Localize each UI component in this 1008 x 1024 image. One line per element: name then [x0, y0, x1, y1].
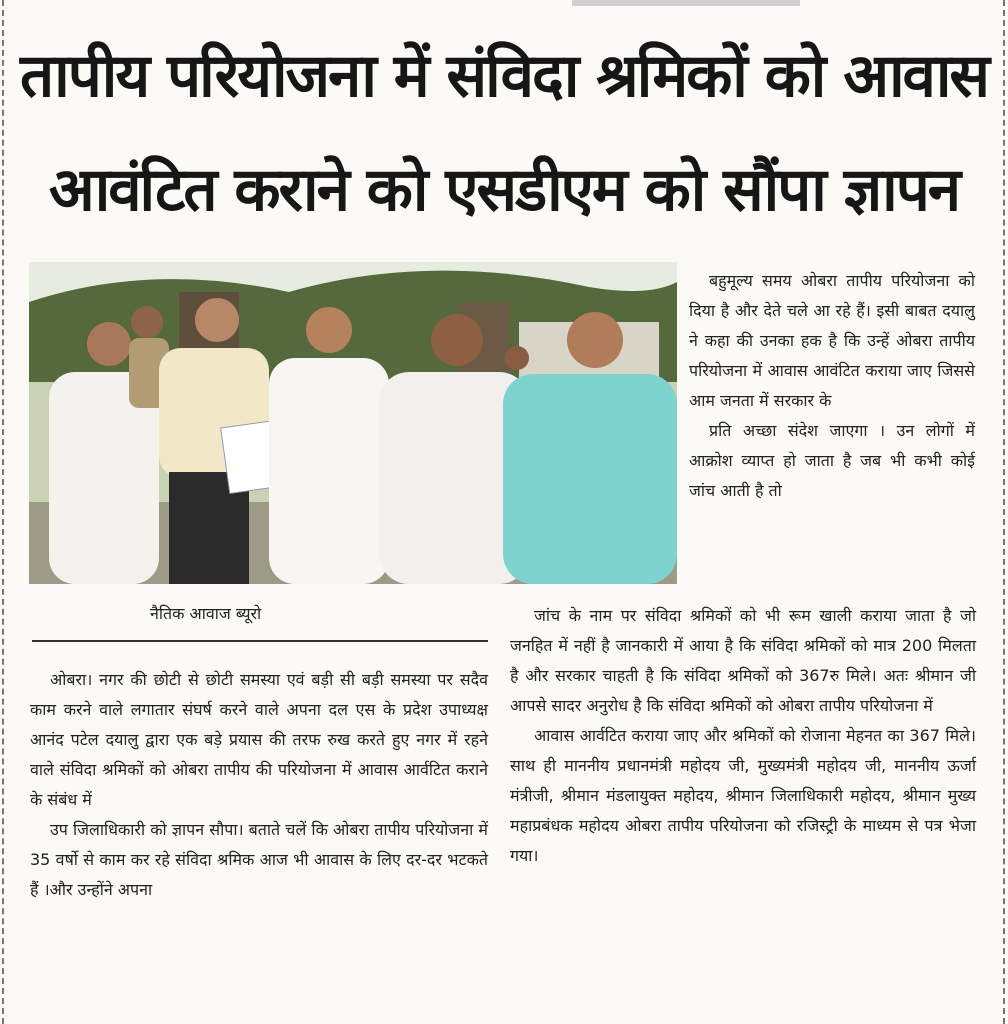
- right-column-top: [689, 266, 975, 506]
- headline-line-2: आवंटित कराने को एसडीएम को सौंपा ज्ञापन: [48, 155, 960, 225]
- news-photo-illustration: [29, 262, 677, 584]
- left-column: [30, 665, 488, 905]
- paragraph: बहुमूल्य समय ओबरा तापीय परियोजना को दिया है और देते चले आ रहे हैं। इसी बाबत दयालु ने कहा की उनका हक है कि उन्हें ओबरा तापीय परियोजना में आवास आवंटित कराया जाए जिससे आम जनता में सरकार के: [689, 271, 975, 410]
- byline-rule: [32, 640, 488, 642]
- right-column-bottom: [510, 601, 976, 871]
- news-photo: [29, 262, 677, 584]
- paragraph: प्रति अच्छा संदेश जाएगा । उन लोगों में आक्रोश व्याप्त हो जाता है जब भी कभी कोई जांच आती है तो: [689, 421, 975, 500]
- paragraph: उप जिलाधिकारी को ज्ञापन सौपा। बताते चलें कि ओबरा तापीय परियोजना में 35 वर्षो से काम कर रहे संविदा श्रमिक आज भी आवास के लिए दर-दर भटकते हैं ।और उन्होंने अपना: [30, 820, 488, 899]
- paragraph: जांच के नाम पर संविदा श्रमिकों को भी रूम खाली कराया जाता है जो जनहित में नहीं है जानकारी में आया है कि संविदा श्रमिकों को मात्र 200 मिलता है और सरकार चाहती है कि संविदा श्रमिकों को 367रु मिले। अतः श्रीमान जी आपसे सादर अनुरोध है कि संविदा श्रमिकों को ओबरा तापीय परियोजना में: [510, 606, 976, 715]
- right-border-dashed: [1003, 0, 1005, 1024]
- top-strip-image: [572, 0, 800, 6]
- paragraph: ओबरा। नगर की छोटी से छोटी समस्या एवं बड़ी सी बड़ी समस्या पर सदैव काम करने वाले लगातार संघर्ष करने वाले अपना दल एस के प्रदेश उपाध्यक्ष आनंद पटेल दयालु द्वारा एक बड़े प्रयास की तरफ रुख करते हुए नगर में रहने वाले संविदा श्रमिकों को ओबरा तापीय की परियोजना में आवास आर्वटित कराने के संबंध में: [30, 670, 488, 809]
- byline: नैतिक आवाज ब्यूरो: [150, 604, 262, 623]
- headline-line-1: तापीय परियोजना में संविदा श्रमिकों को आवास: [19, 41, 988, 111]
- paragraph: आवास आर्वटित कराया जाए और श्रमिकों को रोजाना मेहनत का 367 मिले। साथ ही माननीय प्रधानमंत्री महोदय जी, मुख्यमंत्री महोदय जी, माननीय ऊर्जा मंत्रीजी, श्रीमान मंडलायुक्त महोदय, श्रीमान जिलाधिकारी महोदय, श्रीमान मुख्य महाप्रबंधक महोदय ओबरा तापीय परियोजना को रजिस्ट्री के माध्यम से पत्र भेजा गया।: [510, 726, 976, 865]
- left-border-dashed: [2, 0, 4, 1024]
